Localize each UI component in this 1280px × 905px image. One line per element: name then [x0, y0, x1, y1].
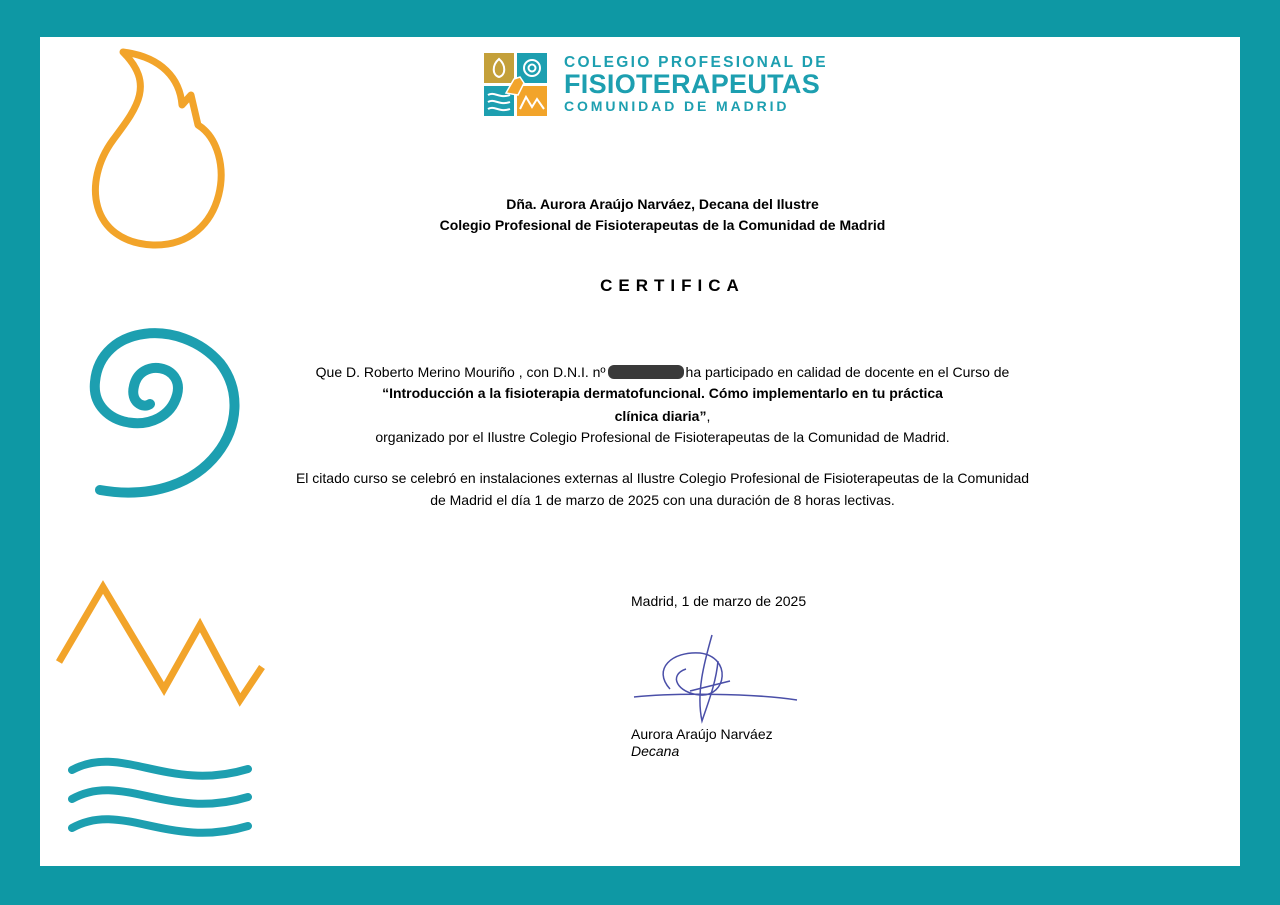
spiral-icon	[95, 333, 235, 492]
participant-suffix: ha participado en calidad de docente en el Curso de	[685, 364, 1010, 380]
header-line-2: Colegio Profesional de Fisioterapeutas de la Comunidad de Madrid	[439, 217, 886, 233]
wave-icon-1	[72, 762, 248, 776]
header-line-1: Dña. Aurora Araújo Narváez, Decana del Ilustre	[506, 196, 819, 212]
course-title-line-1: “Introducción a la fisioterapia dermatofuncional. Cómo implementarlo en tu práctica	[382, 385, 943, 401]
logo-text	[564, 54, 828, 115]
wave-icon-2	[72, 790, 248, 804]
certificate-paper	[40, 37, 1240, 866]
participant-statement	[290, 362, 1035, 383]
course-title-end: clínica diaria”	[614, 408, 707, 424]
course-details-line-2: de Madrid el día 1 de marzo de 2025 con una duración de 8 horas lectivas.	[430, 492, 895, 508]
flame-icon	[95, 52, 221, 245]
logo-emblem-icon	[484, 53, 550, 119]
logo-line-2: FISIOTERAPEUTAS	[564, 69, 821, 99]
certificate-title: CERTIFICA	[600, 276, 745, 295]
participant-prefix: Que D. Roberto Merino Mouriño , con D.N.I. nº	[315, 364, 606, 380]
logo-line-1: COLEGIO PROFESIONAL DE	[564, 54, 828, 71]
logo-line-3: COMUNIDAD DE MADRID	[564, 98, 790, 114]
signer-role: Decana	[631, 743, 680, 759]
redacted-id-number	[608, 365, 684, 379]
course-title-comma: ,	[706, 408, 711, 424]
decorative-elements	[40, 37, 300, 866]
organizer-statement: organizado por el Ilustre Colegio Profesional de Fisioterapeutas de la Comunidad de Madrid.	[375, 429, 950, 445]
place-and-date: Madrid, 1 de marzo de 2025	[631, 593, 807, 609]
course-title-line-2	[290, 406, 1035, 427]
signer-name: Aurora Araújo Narváez	[631, 726, 773, 742]
college-logo	[484, 51, 828, 121]
zigzag-icon	[59, 587, 262, 700]
course-details-line-1: El citado curso se celebró en instalaciones externas al Ilustre Colegio Profesional de Fisioterapeutas de la Comunidad	[295, 470, 1030, 486]
wave-icon-3	[72, 819, 248, 833]
signature-image	[632, 633, 812, 728]
